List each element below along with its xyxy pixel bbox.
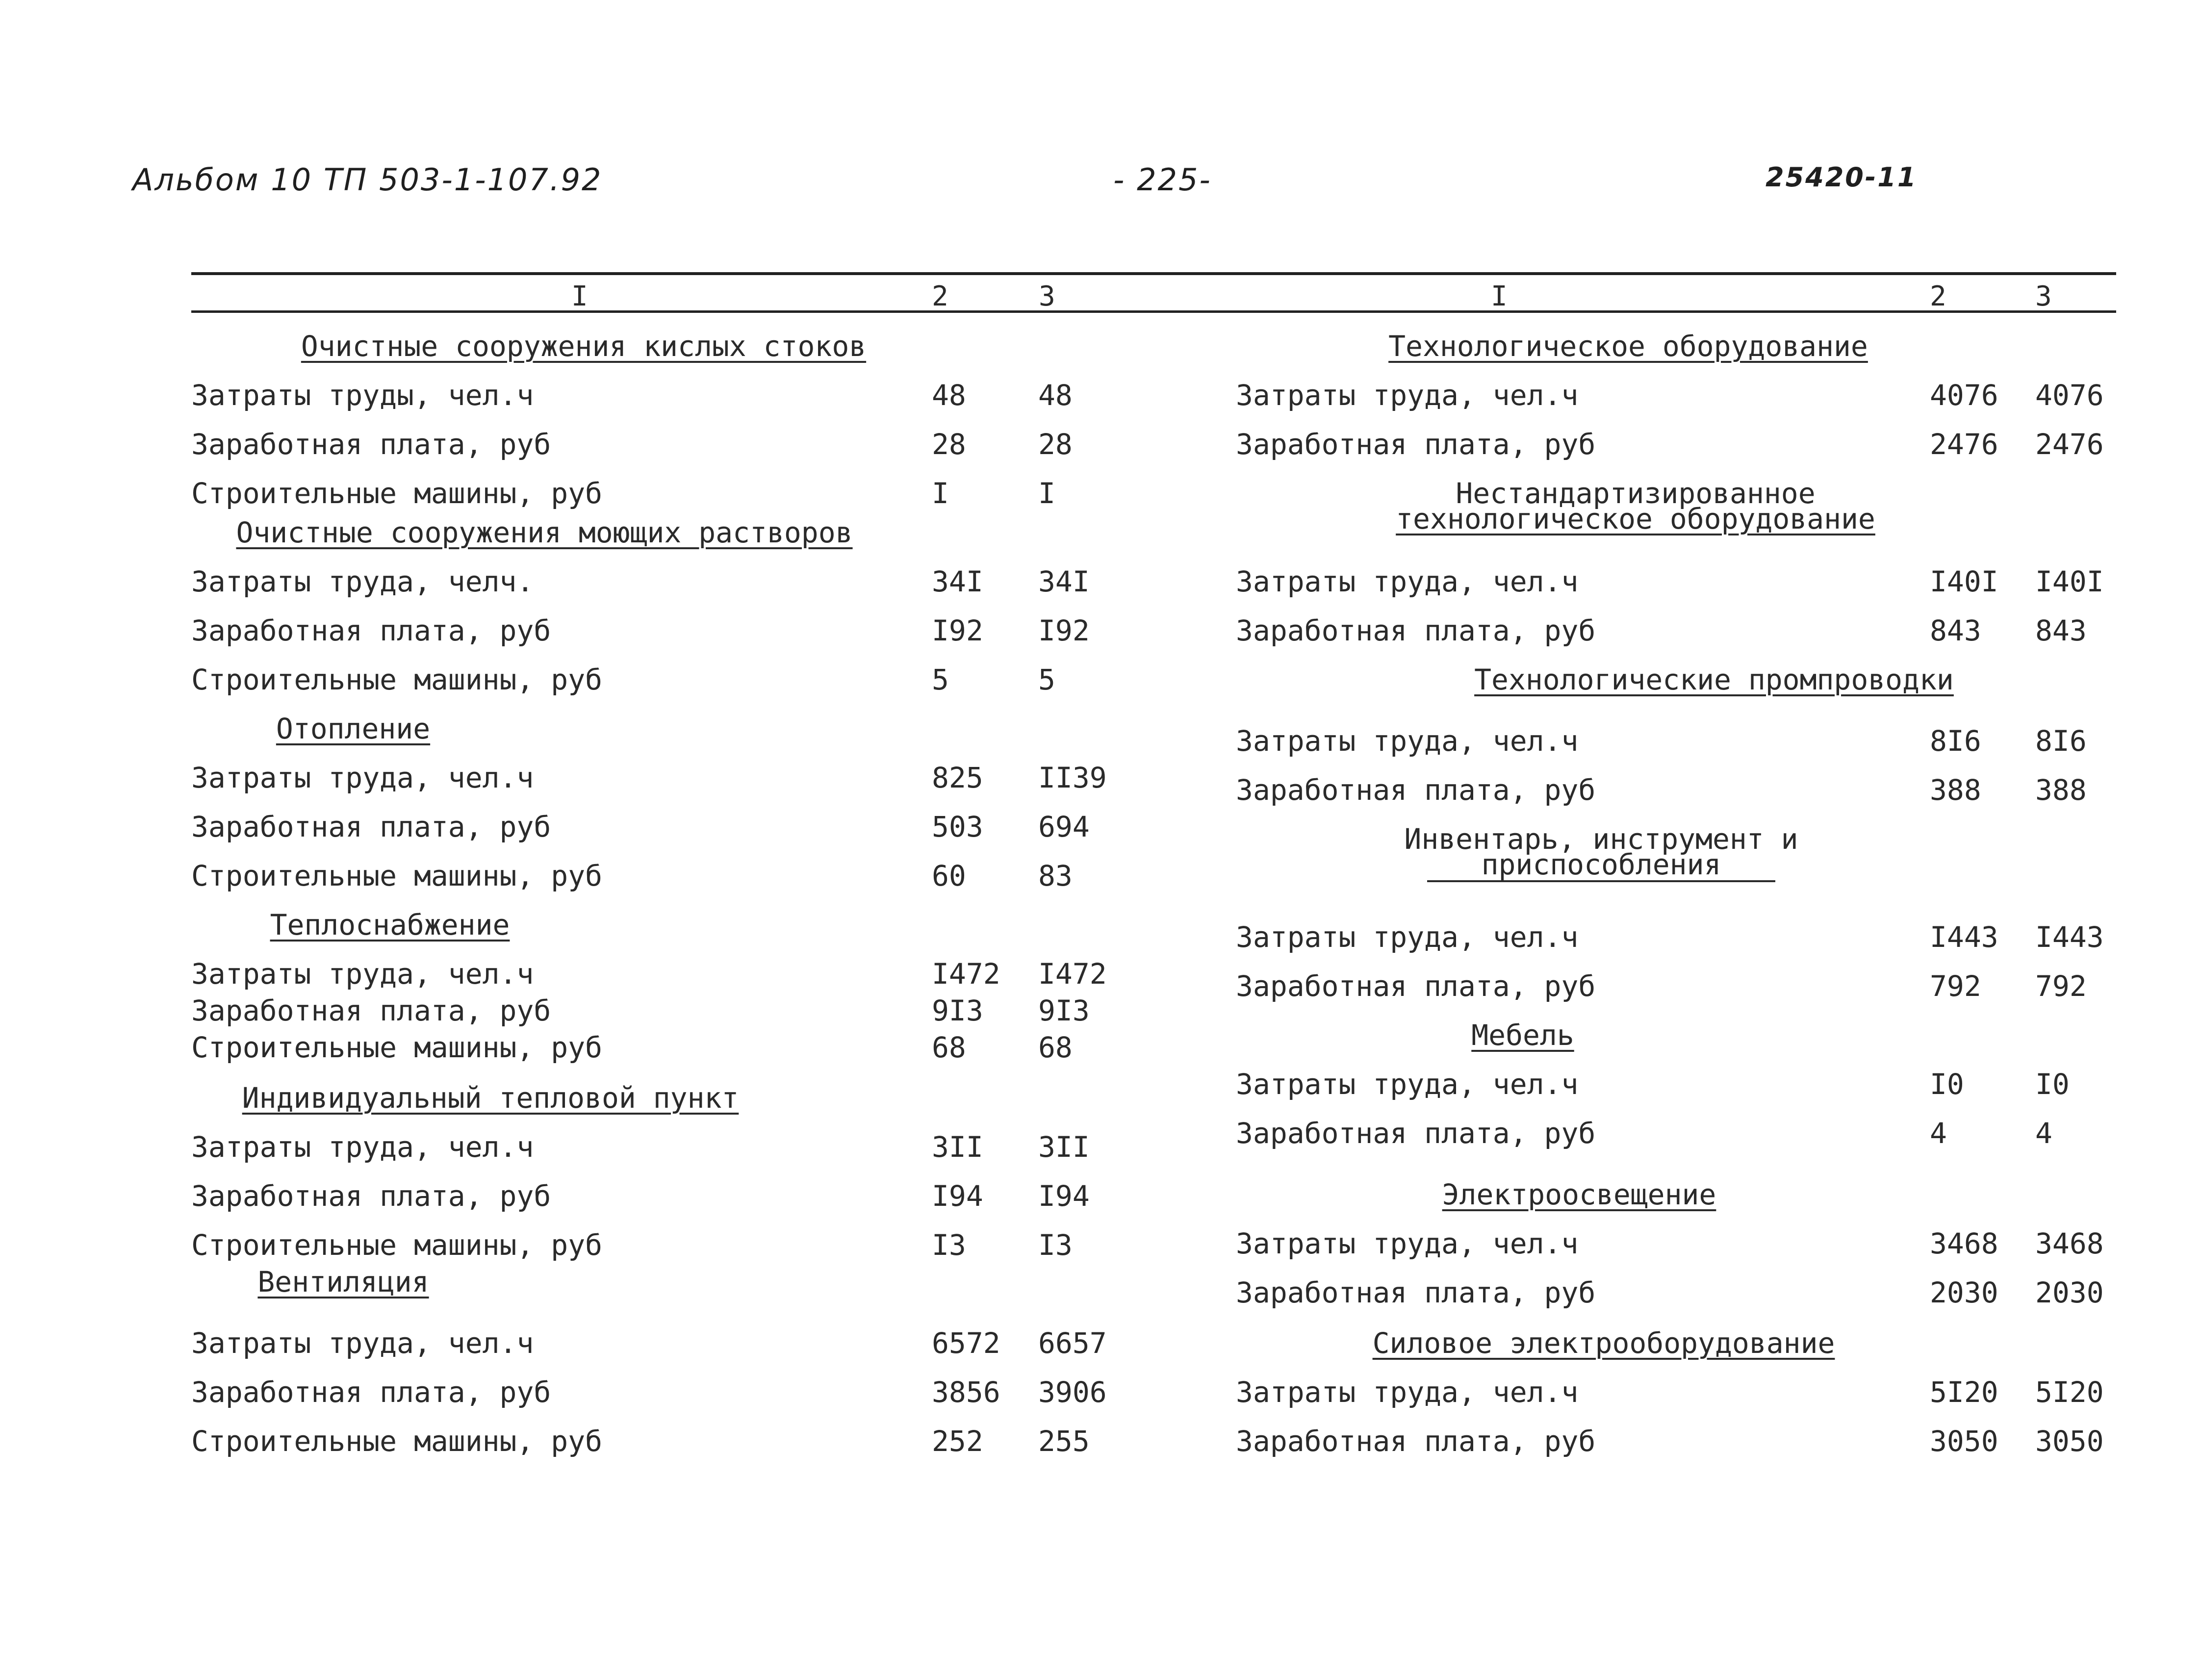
left-column-1-header: I	[571, 280, 588, 312]
right-column-1-header: I	[1491, 280, 1508, 312]
right-table: Технологическое оборудование Затраты труда, чел.ч 4076 4076 Заработная плата, руб 2476 2476 Нестандартизированное технологическое оборудование Затраты труда, чел.ч I40I I40I Заработная плата, руб 843 843 Технологические промпроводки Затраты труда, чел.ч 8I6 8I6 Заработная плата, руб 388 388 Инвентарь, инструмент и приспособления Затраты труда, чел.ч I443 I443 Заработная плата, руб 792 792 Мебель Затраты труда, чел.ч I0 I0 Заработная плата, руб 4 4 Электроосвещение Затраты труда, чел.ч 3468 3468 Заработная плата, руб 2030 2030 Силовое электрооборудование Затраты труда, чел.ч 5I20 5I20 Заработная плата, руб 3050 3050	[1236, 0, 2119, 1680]
section-title: Силовое электрооборудование	[1372, 1326, 1835, 1360]
document-code: 25420-11	[1766, 162, 1918, 193]
left-column-2-header: 2	[932, 280, 948, 312]
section-title: Электроосвещение	[1442, 1178, 1716, 1211]
album-reference: Альбом 10 ТП 503-1-107.92	[132, 162, 603, 198]
section-title: Технологическое оборудование	[1388, 330, 1868, 363]
section-title: Мебель	[1471, 1018, 1574, 1052]
section-title: Нестандартизированное технологическое оборудование	[1396, 477, 1875, 535]
section-title: Отопление	[276, 712, 431, 745]
right-column-2-header: 2	[1930, 280, 1946, 312]
page-number: - 225-	[1113, 162, 1212, 198]
section-title: Очистные сооружения моющих растворов	[236, 516, 853, 549]
section-title: Индивидуальный тепловой пункт	[242, 1081, 739, 1115]
section-title: Инвентарь, инструмент и приспособления	[1404, 822, 1798, 881]
section-title: Вентиляция	[257, 1265, 429, 1298]
left-table: Очистные сооружения кислых стоков Затраты труды, чел.ч 48 48 Заработная плата, руб 28 28 Строительные машины, руб I I Очистные сооружения моющих растворов Затраты труда, челч. 34I 34I Заработная плата, руб I92 I92 Строительные машины, руб 5 5 Отопление Затраты труда, чел.ч 825 II39 Заработная плата, руб 503 694 Строительные машины, руб 60 83 Теплоснабжение Затраты труда, чел.ч I472 I472 Заработная плата, руб 9I3 9I3 Строительные машины, руб 68 68 Индивидуальный тепловой пункт Затраты труда, чел.ч 3II 3II Заработная плата, руб I94 I94 Строительные машины, руб I3 I3 Вентиляция Затраты труда, чел.ч 6572 6657 Заработная плата, руб 3856 3906 Строительные машины, руб 252 255	[191, 0, 1123, 1680]
section-title: Теплоснабжение	[270, 908, 510, 942]
section-title: Технологические промпроводки	[1474, 663, 1954, 696]
right-column-3-header: 3	[2035, 280, 2052, 312]
left-column-3-header: 3	[1039, 280, 1055, 312]
section-title: Очистные сооружения кислых стоков	[301, 330, 867, 363]
